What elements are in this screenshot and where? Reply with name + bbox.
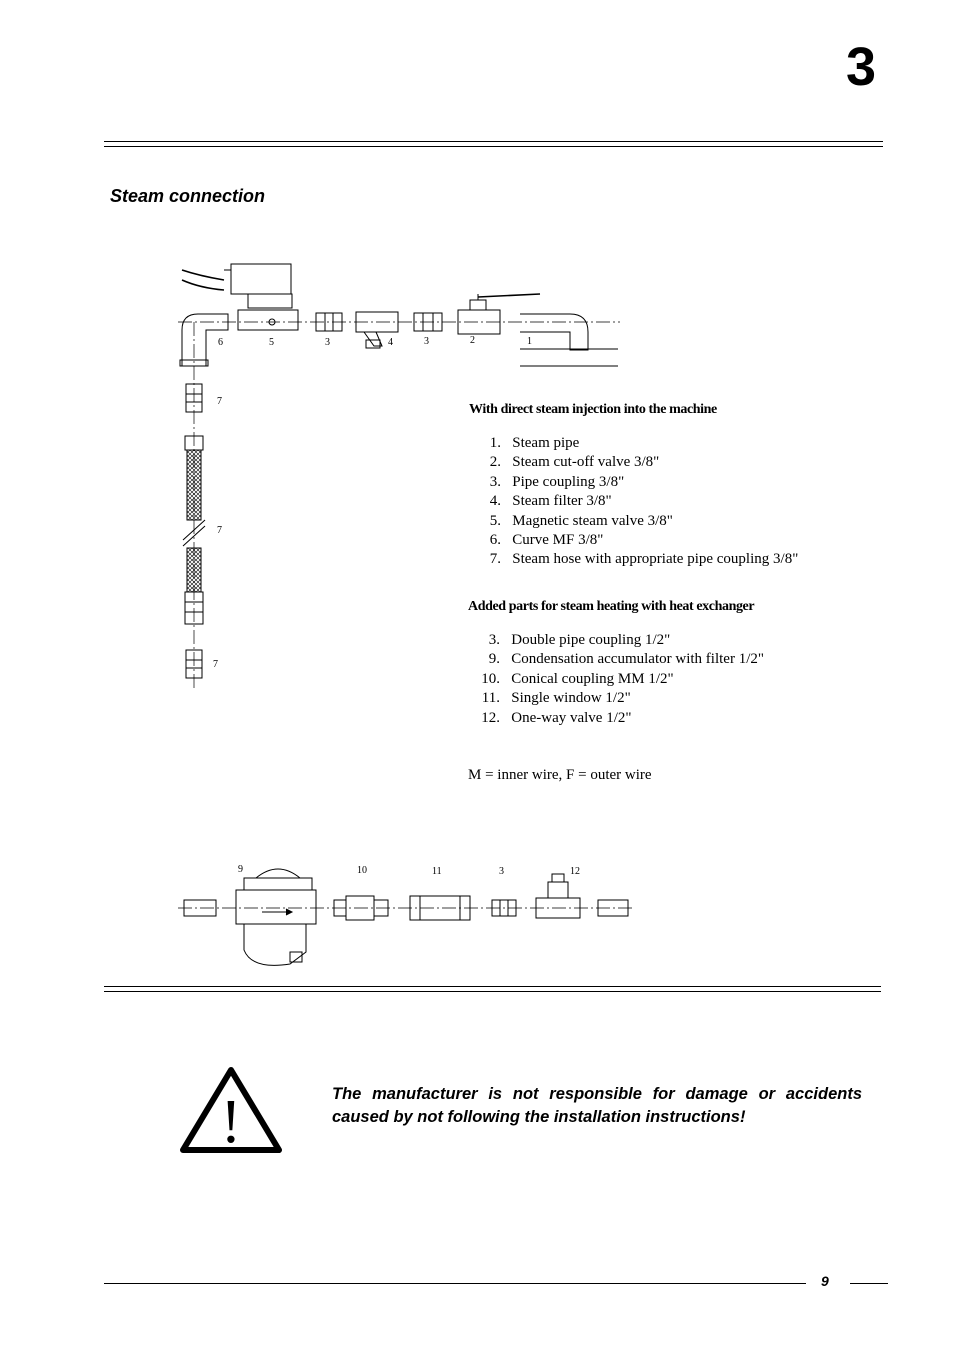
cutoff-valve-part [458,294,540,334]
heat-exchanger-heading: Added parts for steam heating with heat exchanger [468,599,755,614]
list-item: 4. Steam filter 3/8" [489,493,612,510]
footer-rule-right [850,1283,888,1284]
footer-rule-left [104,1283,806,1284]
part-label-12: 12 [570,866,580,877]
part-label-5: 5 [269,337,274,348]
list-item: 2. Steam cut-off valve 3/8" [489,454,660,471]
list-item: 12. One-way valve 1/2" [481,709,632,726]
list-item: 1. Steam pipe [489,435,580,451]
part-label-1: 1 [527,336,532,347]
part-label-9: 9 [238,864,243,875]
coupling-part-c [492,900,516,916]
heat-exchanger-list [478,631,764,728]
one-way-valve-part [536,874,580,918]
coupling-part-b [414,313,442,331]
part-label-6: 6 [218,337,223,348]
steam-hose [183,436,205,624]
part-label-11: 11 [432,866,442,877]
list-item: 5. Magnetic steam valve 3/8" [489,512,673,529]
part-label-7-mid: 7 [217,525,222,536]
list-item: 3. Pipe coupling 3/8" [489,473,625,490]
filter-part [356,312,398,348]
section-title: Steam connection [110,186,266,206]
top-rule-2 [104,146,883,147]
warning-text: The manufacturer is not responsible for damage or accidents caused by not following the installation instructions! [332,1085,862,1126]
conical-coupling-part [334,896,388,920]
list-item: 7. Steam hose with appropriate pipe coupling 3/8" [489,551,799,568]
magnetic-valve-part [182,264,298,330]
bottom-assembly [178,864,632,965]
curve-part [180,314,228,366]
part-label-3c: 3 [499,866,504,877]
window-part [410,896,470,920]
part-label-3b: 3 [424,336,429,347]
part-label-3a: 3 [325,337,330,348]
coupling-part-a [316,313,342,331]
list-item: 10. Conical coupling MM 1/2" [481,670,674,687]
wire-note: M = inner wire, F = outer wire [468,767,652,783]
hose-fitting-bottom [186,650,202,678]
warning-triangle-icon [178,1064,284,1158]
steam-pipe-part [520,314,618,366]
mid-rule-1 [104,986,881,987]
direct-injection-heading: With direct steam injection into the machine [469,402,717,417]
page-number: 9 [821,1273,829,1289]
top-rule-1 [104,141,883,142]
list-item: 3. Double pipe coupling 1/2" [488,632,671,648]
part-label-10: 10 [357,865,367,876]
hose-fitting-top [186,384,202,412]
accumulator-part [236,869,316,965]
list-item: 11. Single window 1/2" [481,690,631,707]
list-item: 9. Condensation accumulator with filter 1/2" [488,651,764,668]
part-label-4: 4 [388,337,393,348]
chapter-number: 3 [846,37,877,97]
part-label-7-bottom: 7 [213,659,218,670]
direct-injection-list [485,434,798,570]
part-label-2: 2 [470,335,475,346]
svg-text:!: ! [220,1088,242,1156]
mid-rule-2 [104,991,881,992]
list-item: 6. Curve MF 3/8" [489,531,604,548]
part-label-7-top: 7 [217,396,222,407]
